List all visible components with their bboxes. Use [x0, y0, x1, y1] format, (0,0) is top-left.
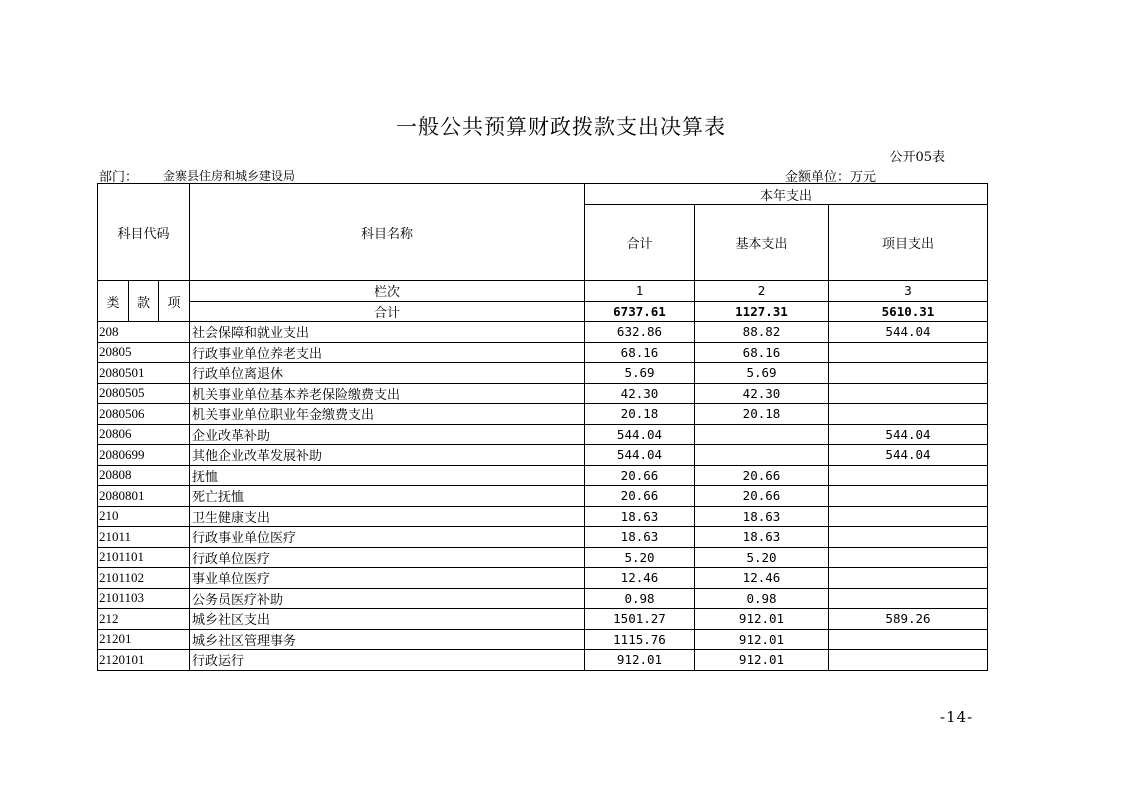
row-code: 208	[98, 322, 190, 343]
row-code: 2080501	[98, 363, 190, 384]
page-number: -14-	[940, 708, 974, 726]
row-total: 68.16	[585, 342, 695, 363]
row-name: 城乡社区管理事务	[190, 629, 585, 650]
total-row-total: 6737.61	[585, 301, 695, 322]
row-project	[829, 342, 988, 363]
table-row	[98, 629, 988, 650]
row-project	[829, 588, 988, 609]
row-basic	[695, 424, 829, 445]
row-project	[829, 486, 988, 507]
row-total: 18.63	[585, 506, 695, 527]
row-code: 21011	[98, 527, 190, 548]
row-name: 机关事业单位职业年金缴费支出	[190, 404, 585, 425]
column-index-3: 3	[829, 281, 988, 302]
row-basic: 20.66	[695, 486, 829, 507]
row-code: 2080801	[98, 486, 190, 507]
row-total: 0.98	[585, 588, 695, 609]
row-total: 912.01	[585, 650, 695, 671]
table-row	[98, 404, 988, 425]
row-total: 5.69	[585, 363, 695, 384]
row-total: 18.63	[585, 527, 695, 548]
row-basic: 68.16	[695, 342, 829, 363]
table-row	[98, 445, 988, 466]
row-name: 事业单位医疗	[190, 568, 585, 589]
total-row-basic: 1127.31	[695, 301, 829, 322]
row-basic: 18.63	[695, 527, 829, 548]
row-project	[829, 506, 988, 527]
table-row	[98, 506, 988, 527]
row-basic: 88.82	[695, 322, 829, 343]
row-basic: 912.01	[695, 609, 829, 630]
form-number: 公开05表	[889, 150, 945, 165]
row-name: 行政事业单位养老支出	[190, 342, 585, 363]
row-basic: 20.66	[695, 465, 829, 486]
row-code: 212	[98, 609, 190, 630]
row-name: 公务员医疗补助	[190, 588, 585, 609]
row-total: 1501.27	[585, 609, 695, 630]
table-row	[98, 383, 988, 404]
row-total: 12.46	[585, 568, 695, 589]
row-code: 2080505	[98, 383, 190, 404]
row-project	[829, 629, 988, 650]
column-index-1: 1	[585, 281, 695, 302]
row-project	[829, 547, 988, 568]
row-basic: 5.20	[695, 547, 829, 568]
row-project	[829, 465, 988, 486]
row-project	[829, 568, 988, 589]
row-total: 20.18	[585, 404, 695, 425]
row-name: 行政运行	[190, 650, 585, 671]
total-row-project: 5610.31	[829, 301, 988, 322]
header-subject-code: 科目代码	[98, 184, 190, 281]
table-row	[98, 363, 988, 384]
row-name: 死亡抚恤	[190, 486, 585, 507]
row-code: 2101103	[98, 588, 190, 609]
row-name: 抚恤	[190, 465, 585, 486]
table-row	[98, 527, 988, 548]
row-code: 2080506	[98, 404, 190, 425]
row-total: 20.66	[585, 486, 695, 507]
row-basic: 0.98	[695, 588, 829, 609]
page-title: 一般公共预算财政拨款支出决算表	[396, 115, 726, 139]
header-basic: 基本支出	[695, 205, 829, 281]
row-name: 卫生健康支出	[190, 506, 585, 527]
row-name: 其他企业改革发展补助	[190, 445, 585, 466]
row-project: 589.26	[829, 609, 988, 630]
header-column-index: 栏次	[190, 281, 585, 302]
total-row-label: 合计	[190, 301, 585, 322]
row-name: 城乡社区支出	[190, 609, 585, 630]
column-index-2: 2	[695, 281, 829, 302]
row-project: 544.04	[829, 445, 988, 466]
department-label: 部门：	[99, 170, 139, 185]
row-code: 20806	[98, 424, 190, 445]
row-project: 544.04	[829, 424, 988, 445]
table-row	[98, 424, 988, 445]
row-total: 544.04	[585, 424, 695, 445]
table-row	[98, 486, 988, 507]
row-name: 机关事业单位基本养老保险缴费支出	[190, 383, 585, 404]
row-code: 21201	[98, 629, 190, 650]
row-code: 20808	[98, 465, 190, 486]
row-code: 2101102	[98, 568, 190, 589]
row-name: 行政事业单位医疗	[190, 527, 585, 548]
row-code: 2080699	[98, 445, 190, 466]
row-project	[829, 404, 988, 425]
row-total: 5.20	[585, 547, 695, 568]
row-basic: 912.01	[695, 650, 829, 671]
table-row	[98, 547, 988, 568]
row-code: 210	[98, 506, 190, 527]
row-name: 企业改革补助	[190, 424, 585, 445]
header-subject-name: 科目名称	[190, 184, 585, 281]
header-total: 合计	[585, 205, 695, 281]
row-project	[829, 527, 988, 548]
row-project	[829, 650, 988, 671]
header-xiang: 项	[159, 281, 190, 322]
row-basic: 5.69	[695, 363, 829, 384]
row-code: 20805	[98, 342, 190, 363]
row-name: 行政单位医疗	[190, 547, 585, 568]
header-lei: 类	[98, 281, 129, 322]
table-row	[98, 465, 988, 486]
row-total: 544.04	[585, 445, 695, 466]
row-basic: 42.30	[695, 383, 829, 404]
row-basic	[695, 445, 829, 466]
header-kuan: 款	[129, 281, 159, 322]
row-code: 2120101	[98, 650, 190, 671]
row-basic: 12.46	[695, 568, 829, 589]
amount-unit: 金额单位：万元	[785, 170, 877, 185]
row-basic: 18.63	[695, 506, 829, 527]
table-row	[98, 342, 988, 363]
row-name: 行政单位离退休	[190, 363, 585, 384]
row-total: 20.66	[585, 465, 695, 486]
row-total: 42.30	[585, 383, 695, 404]
table-row	[98, 650, 988, 671]
header-project: 项目支出	[829, 205, 988, 281]
table-row	[98, 568, 988, 589]
row-project	[829, 363, 988, 384]
row-basic: 20.18	[695, 404, 829, 425]
row-basic: 912.01	[695, 629, 829, 650]
row-project	[829, 383, 988, 404]
row-total: 1115.76	[585, 629, 695, 650]
row-name: 社会保障和就业支出	[190, 322, 585, 343]
expenditure-table	[97, 183, 988, 671]
row-code: 2101101	[98, 547, 190, 568]
row-project: 544.04	[829, 322, 988, 343]
header-current-year: 本年支出	[585, 184, 988, 205]
department-name: 金寨县住房和城乡建设局	[163, 169, 296, 183]
table-row	[98, 322, 988, 343]
row-total: 632.86	[585, 322, 695, 343]
table-row	[98, 588, 988, 609]
table-row	[98, 609, 988, 630]
